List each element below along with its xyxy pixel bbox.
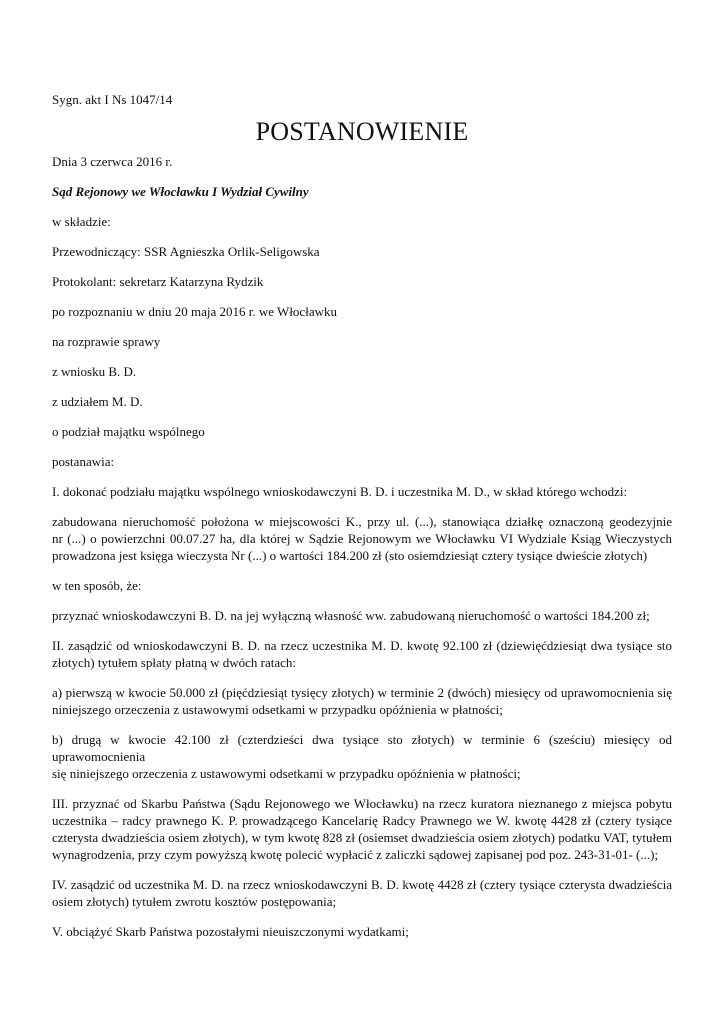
document-title: POSTANOWIENIE	[255, 117, 469, 146]
point-2	[52, 637, 672, 671]
property-description	[52, 513, 672, 564]
point-2-line-1: II. zasądzić od wnioskodawczyni B. D. na rzecz uczestnika M. D. kwotę 92.100 zł (dziewięćdziesiąt dwa tysiące sto	[52, 638, 672, 653]
hearing-info: po rozpoznaniu w dniu 20 maja 2016 r. we Włocławku	[52, 304, 337, 319]
point-4	[52, 876, 672, 910]
document-body	[52, 91, 672, 940]
decision-date: Dnia 3 czerwca 2016 r.	[52, 154, 173, 169]
point-2-line-2: złotych) tytułem spłaty płatną w dwóch ratach:	[52, 655, 297, 670]
installment-a	[52, 684, 672, 718]
point-3	[52, 795, 672, 863]
method-label: w ten sposób, że:	[52, 578, 142, 593]
session-info: na rozprawie sprawy	[52, 334, 161, 349]
participant: z udziałem M. D.	[52, 394, 143, 409]
property-line-1: zabudowana nieruchomość położona w miejscowości K., przy ul. (...), stanowiąca działkę oznaczoną geodezyjnie	[52, 514, 672, 529]
applicant: z wniosku B. D.	[52, 364, 137, 379]
court-name: Sąd Rejonowy we Włocławku I Wydział Cywilny	[52, 184, 309, 199]
point-3-line-2: uczestnika – radcy prawnego K. P. prowadzącego Kancelarię Radcy Prawnego we W. kwotę 4428 zł (cztery tysiące	[52, 813, 672, 828]
case-reference: Sygn. akt I Ns 1047/14	[52, 92, 173, 107]
point-5: V. obciążyć Skarb Państwa pozostałymi nieuiszczonymi wydatkami;	[52, 924, 409, 939]
point-4-line-1: IV. zasądzić od uczestnika M. D. na rzecz wnioskodawczyni B. D. kwotę 4428 zł (cztery tysiące czterysta dwadzieścia	[52, 877, 672, 892]
installment-a-line-2: niniejszego orzeczenia z ustawowymi odsetkami w przypadku opóźnienia w płatności;	[52, 702, 503, 717]
ownership-grant: przyznać wnioskodawczyni B. D. na jej wyłączną własność ww. zabudowaną nieruchomość o wartości 184.200 zł;	[52, 608, 650, 623]
decides-label: postanawia:	[52, 454, 115, 469]
presiding-judge: Przewodniczący: SSR Agnieszka Orlik-Seligowska	[52, 244, 320, 259]
installment-a-line-1: a) pierwszą w kwocie 50.000 zł (pięćdziesiąt tysięcy złotych) w terminie 2 (dwóch) miesięcy od uprawomocnienia się	[52, 685, 672, 700]
installment-b-line-1: b) drugą w kwocie 42.100 zł (czterdzieści dwa tysiące sto złotych) w terminie 6 (sześciu) miesięcy od uprawomocnienia	[52, 732, 672, 764]
point-3-line-3: czterysta dwadzieścia osiem złotych), w tym kwotę 828 zł (osiemset dwadzieścia osiem złotych) podatku VAT, tytułem	[52, 830, 672, 845]
composition-label: w składzie:	[52, 214, 111, 229]
installment-b	[52, 731, 672, 782]
case-subject: o podział majątku wspólnego	[52, 424, 205, 439]
installment-b-line-2: się niniejszego orzeczenia z ustawowymi odsetkami w przypadku opóźnienia w płatności;	[52, 766, 521, 781]
point-4-line-2: osiem złotych) tytułem zwrotu kosztów postępowania;	[52, 894, 337, 909]
court-clerk: Protokolant: sekretarz Katarzyna Rydzik	[52, 274, 264, 289]
property-line-3: prowadzona jest księga wieczysta Nr (...) o wartości 184.200 zł (sto osiemdziesiąt cztery tysiące dwieście złotych)	[52, 548, 648, 563]
point-3-line-1: III. przyznać od Skarbu Państwa (Sądu Rejonowego we Włocławku) na rzecz kuratora nieznanego z miejsca pobytu	[52, 796, 672, 811]
property-line-2: nr (...) o powierzchni 00.07.27 ha, dla której w Sądzie Rejonowym we Włocławku VI Wydziale Ksiąg Wieczystych	[52, 531, 672, 546]
point-1: I. dokonać podziału majątku wspólnego wnioskodawczyni B. D. i uczestnika M. D., w skład którego wchodzi:	[52, 484, 628, 499]
point-3-line-4: wynagrodzenia, przy czym powyższą kwotę polecić wypłacić z zaliczki sądowej zapisanej pod poz. 243-31-01- (...);	[52, 847, 659, 862]
